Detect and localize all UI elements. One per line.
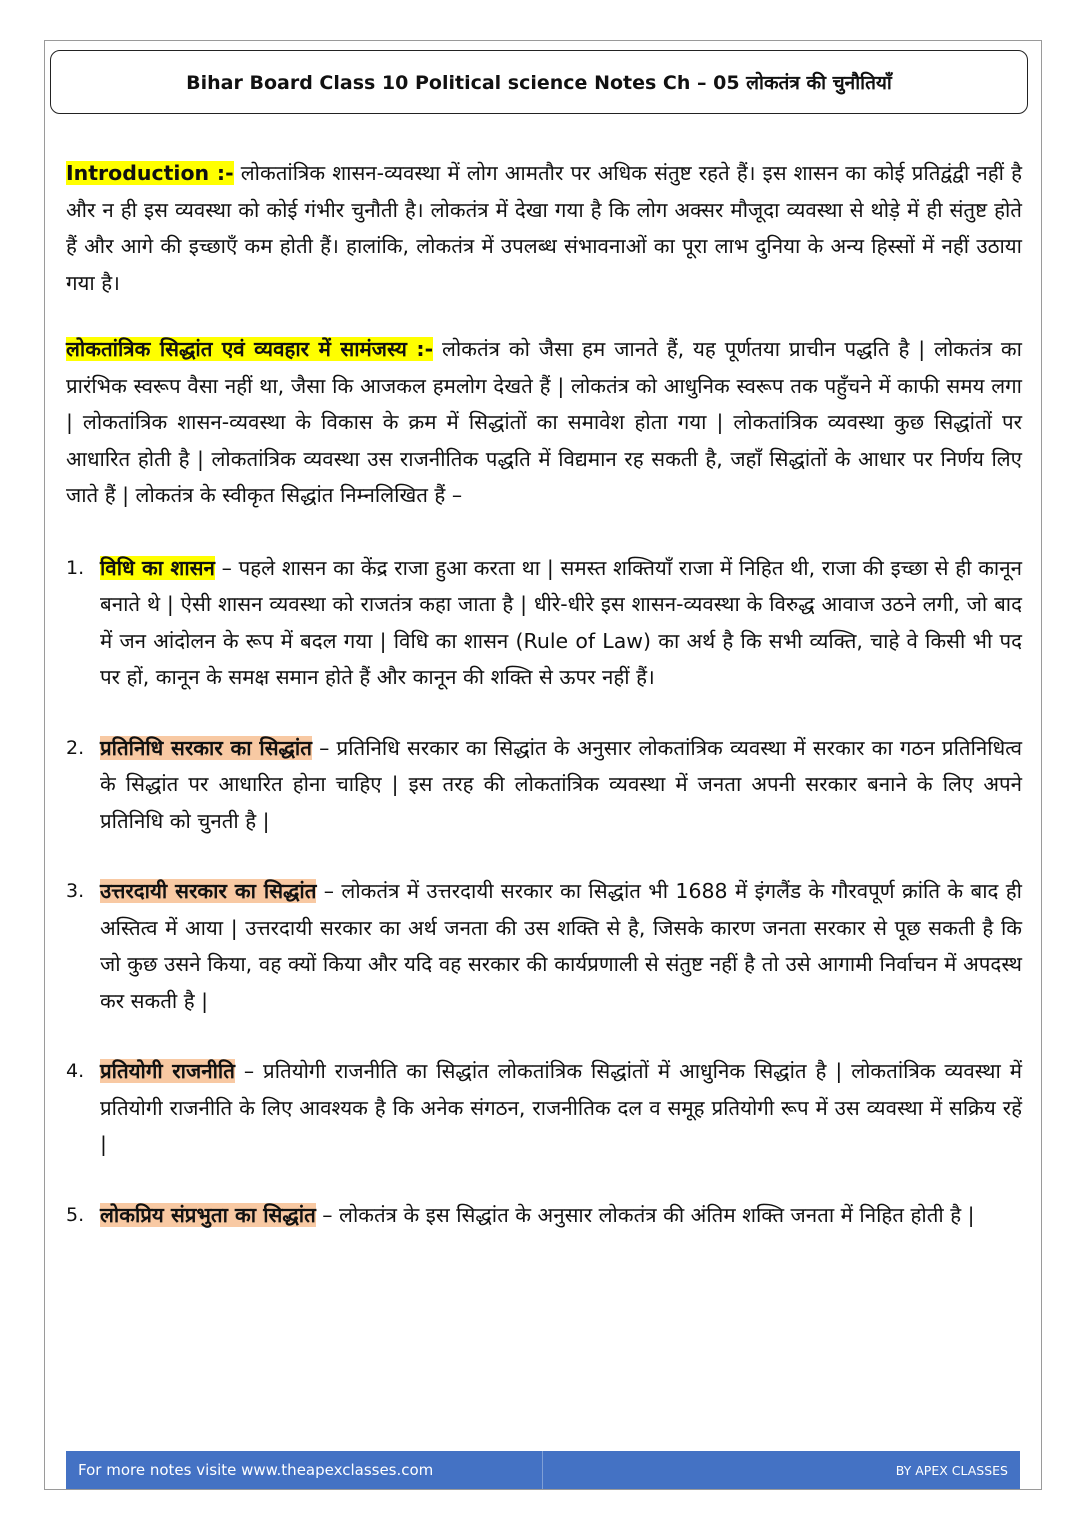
principle-text: – पहले शासन का केंद्र राजा हुआ करता था | समस्त शक्तियाँ राजा में निहित थी, राजा की इच्छा से ही कानून बनाते थे | ऐसी शासन व्यवस्था को राजतंत्र कहा जाता है | धीरे-धीरे इस शासन-व्यवस्था के विरुद्ध आवाज उठने लगी, जो बाद में जन आंदोलन के रूप में बदल गया | विधि का शासन (Rule of Law) का अर्थ है कि सभी व्यक्ति, चाहे वे किसी भी पद पर हों, कानून के समक्ष समान होते हैं और कानून की शक्ति से ऊपर नहीं हैं। bbox=[100, 555, 1022, 689]
principle-text: – प्रतिनिधि सरकार का सिद्धांत के अनुसार लोकतांत्रिक व्यवस्था में सरकार का गठन प्रतिनिधित्व के सिद्धांत पर आधारित होना चाहिए | इस तरह की लोकतांत्रिक व्यवस्था में जनता अपनी सरकार बनाने के लिए अपने प्रतिनिधि को चुनती है | bbox=[100, 735, 1023, 833]
harmony-paragraph bbox=[66, 331, 1022, 514]
list-item bbox=[66, 730, 1022, 840]
list-number: 1. bbox=[66, 556, 85, 579]
footer-divider bbox=[542, 1451, 543, 1489]
intro-label: Introduction :- bbox=[66, 161, 234, 185]
principles-list bbox=[66, 550, 1022, 1234]
harmony-text: लोकतंत्र को जैसा हम जानते हैं, यह पूर्णतया प्राचीन पद्धति है | लोकतंत्र का प्रारंभिक स्वरूप वैसा नहीं था, जैसा कि आजकल हमलोग देखते हैं | लोकतंत्र को आधुनिक स्वरूप तक पहुँचने में काफी समय लगा | लोकतांत्रिक शासन-व्यवस्था के विकास के क्रम में सिद्धांतों का समावेश होता गया | लोकतांत्रिक व्यवस्था कुछ सिद्धांतों पर आधारित होती है | लोकतांत्रिक व्यवस्था उस राजनीतिक पद्धति में विद्यमान रह सकती है, जहाँ सिद्धांतों के आधार पर निर्णय लिए जाते हैं | लोकतंत्र के स्वीकृत सिद्धांत निम्नलिखित हैं – bbox=[66, 337, 1022, 507]
principle-text: – प्रतियोगी राजनीति का सिद्धांत लोकतांत्रिक सिद्धांतों में आधुनिक सिद्धांत है | लोकतांत्रिक व्यवस्था में प्रतियोगी राजनीति के लिए आवश्यक है कि अनेक संगठन, राजनीतिक दल व समूह प्रतियोगी रूप में उस व्यवस्था में सक्रिय रहें | bbox=[100, 1059, 1022, 1156]
intro-paragraph bbox=[66, 155, 1022, 301]
intro-text: लोकतांत्रिक शासन-व्यवस्था में लोग आमतौर पर अधिक संतुष्ट रहते हैं। इस शासन का कोई प्रतिद्वंद्वी नहीं है और न ही इस व्यवस्था को कोई गंभीर चुनौती है। लोकतंत्र में देखा गया है कि लोग अक्सर मौजूदा व्यवस्था से थोड़े में ही संतुष्ट होते हैं और आगे की इच्छाएँ कम होती हैं। हालांकि, लोकतंत्र में उपलब्ध संभावनाओं का पूरा लाभ दुनिया के अन्य हिस्सों में नहीं उठाया गया है। bbox=[66, 161, 1023, 295]
list-number: 2. bbox=[66, 736, 85, 759]
list-item bbox=[66, 873, 1022, 1019]
list-item bbox=[66, 550, 1022, 696]
list-number: 3. bbox=[66, 880, 85, 902]
principle-title: प्रतिनिधि सरकार का सिद्धांत bbox=[100, 735, 312, 760]
page-title: Bihar Board Class 10 Political science Notes Ch – 05 लोकतंत्र की चुनौतियाँ bbox=[186, 72, 892, 94]
harmony-label: लोकतांत्रिक सिद्धांत एवं व्यवहार में सामंजस्य :- bbox=[66, 337, 434, 361]
list-item bbox=[66, 1053, 1022, 1163]
title-box bbox=[50, 50, 1028, 114]
principle-title: उत्तरदायी सरकार का सिद्धांत bbox=[100, 879, 317, 903]
principle-title: प्रतियोगी राजनीति bbox=[100, 1059, 235, 1083]
principle-text: – लोकतंत्र में उत्तरदायी सरकार का सिद्धांत भी 1688 में इंगलैंड के गौरवपूर्ण क्रांति के बाद ही अस्तित्व में आया | उत्तरदायी सरकार का अर्थ जनता की उस शक्ति से है, जिसके कारण जनता सरकार से पूछ सकती है कि जो कुछ उसने किया, वह क्यों किया और यदि वह सरकार की कार्यप्रणाली से संतुष्ट नहीं है तो उसे आगामी निर्वाचन में अपदस्थ कर सकती है | bbox=[100, 879, 1022, 1013]
list-number: 5. bbox=[66, 1203, 85, 1226]
list-number: 4. bbox=[66, 1060, 85, 1082]
footer-brand: BY APEX CLASSES bbox=[895, 1462, 1008, 1478]
footer-website-link[interactable]: For more notes visite www.theapexclasses.com bbox=[78, 1461, 434, 1479]
principle-text: – लोकतंत्र के इस सिद्धांत के अनुसार लोकतंत्र की अंतिम शक्ति जनता में निहित होती है | bbox=[315, 1202, 975, 1227]
principle-title: लोकप्रिय संप्रभुता का सिद्धांत bbox=[100, 1202, 316, 1227]
footer-bar bbox=[66, 1451, 1020, 1489]
notes-content bbox=[66, 155, 1022, 1267]
principle-title: विधि का शासन bbox=[100, 555, 215, 580]
list-item bbox=[66, 1197, 1022, 1234]
